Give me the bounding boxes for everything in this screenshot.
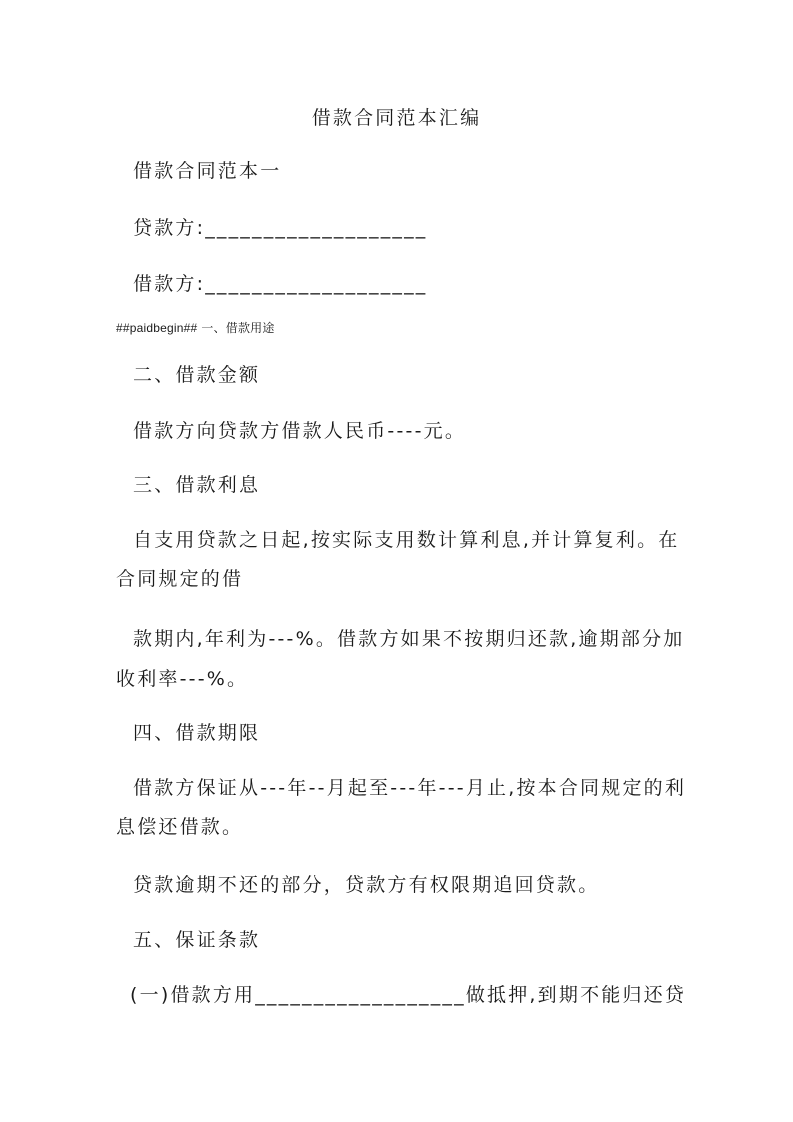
interest-paragraph-line-1: 自支用贷款之日起,按实际支用数计算利息,并计算复利。在 — [133, 529, 680, 551]
section-heading-amount: 二、借款金额 — [133, 364, 261, 386]
interest-paragraph-2-line-1: 款期内,年利为---%。借款方如果不按期归还款,逾期部分加 — [133, 628, 685, 650]
contract-subtitle: 借款合同范本一 — [133, 160, 282, 182]
guarantee-paragraph-line-1: (一)借款方用__________________做抵押,到期不能归还贷 — [130, 984, 687, 1006]
section-heading-term: 四、借款期限 — [133, 722, 261, 744]
interest-paragraph-line-2: 合同规定的借 — [116, 568, 244, 590]
paid-marker-line — [116, 318, 275, 338]
term-paragraph-line-2: 息偿还借款。 — [116, 816, 244, 838]
overdue-paragraph: 贷款逾期不还的部分，贷款方有权限期追回贷款。 — [133, 874, 600, 896]
amount-paragraph: 借款方向贷款方借款人民币----元。 — [133, 420, 467, 442]
borrower-line: 借款方:___________________ — [133, 273, 428, 295]
document-title: 借款合同范本汇编 — [311, 107, 482, 129]
section-heading-interest: 三、借款利息 — [133, 474, 261, 496]
section-heading-purpose: 一、借款用途 — [201, 321, 275, 335]
term-paragraph-line-1: 借款方保证从---年--月起至---年---月止,按本合同规定的利 — [133, 777, 687, 799]
section-heading-guarantee: 五、保证条款 — [133, 929, 261, 951]
lender-line: 贷款方:___________________ — [133, 217, 428, 239]
interest-paragraph-2-line-2: 收利率---%。 — [116, 668, 249, 690]
paid-marker: ##paidbegin## — [116, 321, 198, 335]
